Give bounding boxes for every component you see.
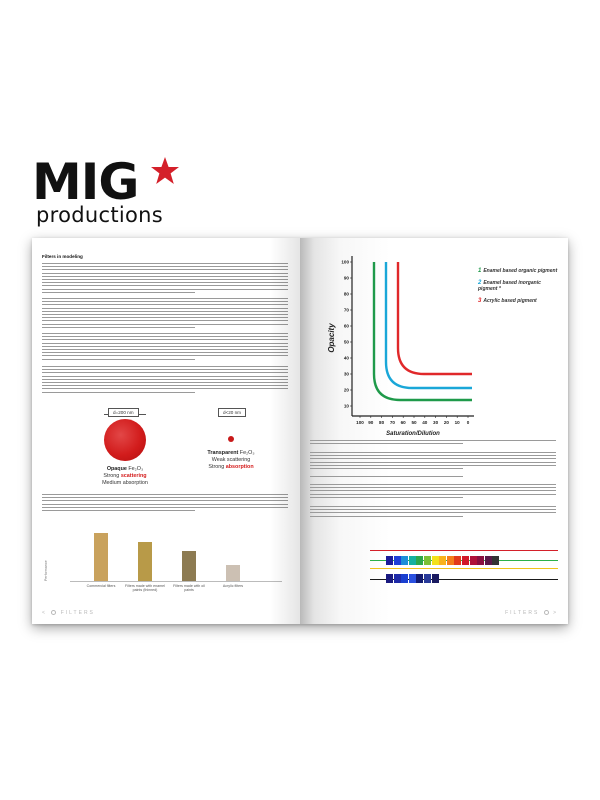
dimension-label-small: d<20 nm — [218, 408, 246, 417]
x-tick-label: 30 — [433, 420, 439, 425]
x-tick-label: 0 — [466, 420, 470, 425]
y-tick-label: 20 — [343, 387, 349, 393]
x-tick-label: 90 — [368, 420, 374, 425]
paragraph-6 — [310, 440, 556, 446]
y-tick-label: 80 — [343, 291, 349, 297]
y-axis-label: Opacity — [327, 323, 336, 353]
performance-bar-label: Filters made with enamel paints (thinned) — [125, 584, 165, 593]
performance-bar — [226, 565, 240, 581]
opacity-curve — [398, 262, 472, 374]
page-footer-right: FILTERS > — [505, 610, 558, 616]
mig-productions-logo — [32, 153, 202, 227]
color-swatch — [394, 556, 401, 565]
y-tick-label: 50 — [343, 339, 349, 345]
color-stripe — [370, 550, 558, 551]
paragraph-3 — [42, 333, 288, 362]
x-tick-label: 80 — [379, 420, 385, 425]
x-tick-label: 100 — [356, 420, 364, 425]
paragraph-4 — [42, 366, 288, 395]
large-particle — [104, 419, 146, 461]
x-tick-label: 40 — [422, 420, 428, 425]
paragraph-10 — [310, 506, 556, 519]
color-swatch — [432, 556, 439, 565]
page-footer-left: < FILTERS — [42, 610, 95, 616]
x-tick-label: 60 — [400, 420, 406, 425]
y-tick-label: 100 — [341, 259, 349, 265]
bar-axis — [70, 581, 282, 582]
large-particle-caption: Opaque Fe₂O₃ Strong scattering Medium absorption — [102, 466, 148, 486]
y-tick-label: 10 — [343, 403, 349, 409]
paragraph-2 — [42, 298, 288, 330]
page-title: Filters in modeling — [42, 254, 83, 259]
small-particle-caption: Transparent Fe₂O₃ Weak scattering Strong absorption — [207, 450, 255, 470]
y-tick-label: 60 — [343, 323, 349, 329]
color-swatch — [470, 556, 477, 565]
y-tick-label: 70 — [343, 307, 349, 313]
performance-bar-label: Filters made with oil paints — [173, 584, 205, 593]
color-stripe — [370, 568, 558, 569]
magazine-spread — [32, 238, 568, 624]
x-tick-label: 50 — [411, 420, 417, 425]
opacity-curve — [374, 262, 472, 400]
right-page — [300, 238, 568, 624]
paragraph-9 — [310, 484, 556, 500]
legend-item: 1 Enamel based organic pigment — [478, 268, 558, 274]
color-swatch — [386, 574, 393, 583]
performance-bar-label: Commercial filters — [86, 584, 116, 588]
color-swatch — [477, 556, 484, 565]
color-swatch — [401, 556, 408, 565]
swatch-row-top — [386, 556, 500, 565]
color-swatch — [409, 574, 416, 583]
small-particle — [228, 436, 234, 442]
color-swatch — [462, 556, 469, 565]
y-tick-label: 40 — [343, 355, 349, 361]
color-swatch — [439, 556, 446, 565]
swatch-row-bottom — [386, 574, 439, 583]
color-swatch — [386, 556, 393, 565]
performance-bar — [138, 542, 152, 581]
color-swatch — [432, 574, 439, 583]
logo-subtitle: productions — [36, 203, 164, 227]
color-swatch — [424, 556, 431, 565]
star-icon — [150, 156, 180, 186]
paragraph-5 — [42, 494, 288, 513]
color-swatch — [485, 556, 492, 565]
legend-item: 3 Acrylic based pigment — [478, 298, 537, 304]
color-swatch — [454, 556, 461, 565]
x-tick-label: 70 — [389, 420, 395, 425]
x-tick-label: 20 — [443, 420, 449, 425]
x-tick-label: 10 — [454, 420, 460, 425]
legend-item: 2 Enamel based inorganic pigment * — [478, 280, 541, 292]
performance-bar — [182, 551, 196, 581]
color-swatch — [416, 574, 423, 583]
color-swatch — [409, 556, 416, 565]
opacity-chart — [314, 248, 564, 448]
left-page — [32, 238, 300, 624]
y-tick-label: 90 — [343, 275, 349, 281]
color-swatch — [447, 556, 454, 565]
performance-bar-label: Acrylic filters — [222, 584, 244, 588]
performance-axis-label: Performance — [44, 560, 48, 581]
color-swatch — [394, 574, 401, 583]
x-axis-label: Saturation/Dilution — [386, 431, 440, 437]
color-swatch — [424, 574, 431, 583]
color-swatch — [492, 556, 499, 565]
paragraph-7 — [310, 452, 556, 471]
y-tick-label: 30 — [343, 371, 349, 377]
logo-brand: MIG — [32, 153, 139, 211]
color-swatch — [401, 574, 408, 583]
dimension-label-large: d=200 nm — [108, 408, 139, 417]
paragraph-1 — [42, 263, 288, 295]
color-swatch — [416, 556, 423, 565]
performance-bar — [94, 533, 108, 581]
paragraph-8 — [310, 476, 556, 479]
